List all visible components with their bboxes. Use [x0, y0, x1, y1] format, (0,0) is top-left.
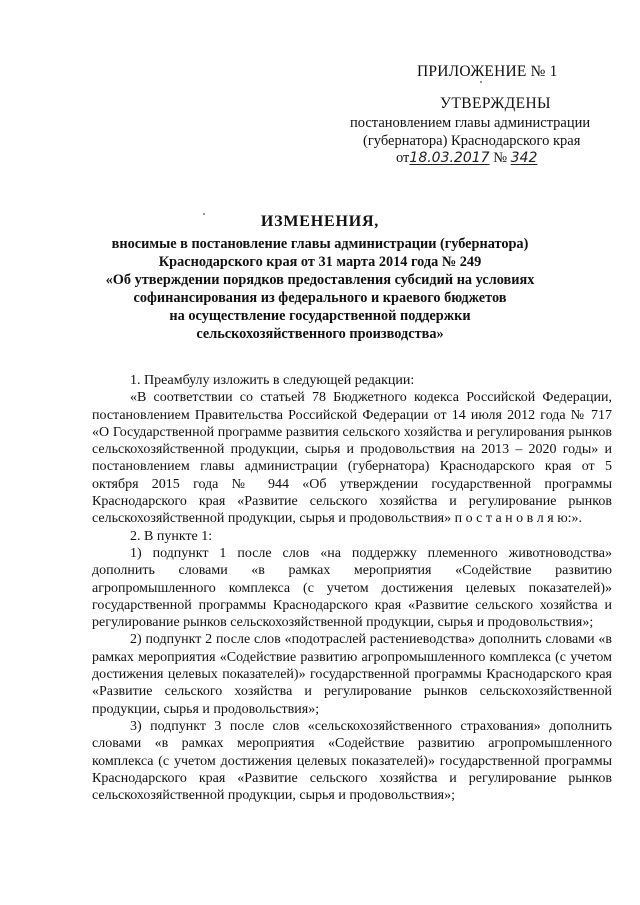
- title-line: вносимые в постановление главы администрации (губернатора): [111, 236, 529, 252]
- preamble-decree-word: п о с т а н о в л я ю:».: [454, 511, 583, 527]
- title-line: софинансирования из федерального и краевого бюджетов: [133, 290, 507, 306]
- approved-by-line: (губернатора) Краснодарского края: [363, 133, 581, 149]
- title-line: «Об утверждении порядков предоставления субсидий на условиях: [105, 272, 535, 288]
- approved-label: УТВЕРЖДЕНЫ: [440, 95, 551, 112]
- handwritten-number: 342: [510, 150, 538, 166]
- document-title: ИЗМЕНЕНИЯ,: [260, 213, 380, 230]
- paragraph-subitem-1: 1) подпункт 1 после слов «на поддержку племенного животноводства» дополнить словами «в рамках мероприятия «Содействие развитию агропромышленного комплекса (с учетом достижения целевых показателей)» государственной программы Краснодарского края «Развитие сельского хозяйства и регулирование рынков сельскохозяйственной продукции, сырья и продовольствия»;: [92, 545, 612, 631]
- paragraph-preamble: [92, 389, 612, 527]
- scan-speck: [480, 81, 482, 83]
- paragraph-item-1: 1. Преамбулу изложить в следующей редакции:: [130, 373, 415, 388]
- paragraph-item-2: 2. В пункте 1:: [130, 528, 213, 544]
- number-prefix: №: [493, 150, 508, 166]
- title-line: на осуществление государственной поддержки: [169, 308, 471, 324]
- paragraph-subitem-2: 2) подпункт 2 после слов «подотраслей растениеводства» дополнить словами «в рамках мероприятия «Содействие развитию агропромышленного комплекса (с учетом достижения целевых показателей)» государственной программы Краснодарского края «Развитие сельского хозяйства и регулирование рынков сельскохозяйственной продукции, сырья и продовольствия»;: [92, 632, 612, 717]
- title-line: сельскохозяйственного производства»: [196, 326, 444, 342]
- date-prefix: от: [396, 150, 410, 166]
- preamble-text: «В соответствии со статьей 78 Бюджетного кодекса Российской Федерации, постановлением Правительства Российской Федерации от 14 июля 2012 года № 717 «О Государственной программе развития сельского хозяйства и регулирования рынков сельскохозяйственной продукции, сырья и продовольствия на 2013 – 2020 годы» и постановлением главы администрации (губернатора) Краснодарского края от 5 октября 2015 года № 944 «Об утверждении государственной программы Краснодарского края «Развитие сельского хозяйства и регулирование рынков сельскохозяйственной продукции, сырья и продовольствия»: [92, 390, 612, 527]
- document-body: [92, 372, 612, 804]
- paragraph-subitem-3: 3) подпункт 3 после слов «сельскохозяйственного страхования» дополнить словами «в рамках мероприятия «Содействие развитию агропромышленного комплекса (с учетом достижения целевых показателей)» государственной программы Краснодарского края «Развитие сельского хозяйства и регулирование рынков сельскохозяйственной продукции, сырья и продовольствия»;: [92, 718, 612, 804]
- approval-date-line: [396, 150, 537, 167]
- handwritten-date: 18.03.2017: [409, 150, 490, 166]
- title-line: Краснодарского края от 31 марта 2014 года № 249: [158, 254, 482, 270]
- approved-by-line: постановлением главы администрации: [350, 115, 591, 131]
- appendix-label: ПРИЛОЖЕНИЕ № 1: [417, 63, 558, 80]
